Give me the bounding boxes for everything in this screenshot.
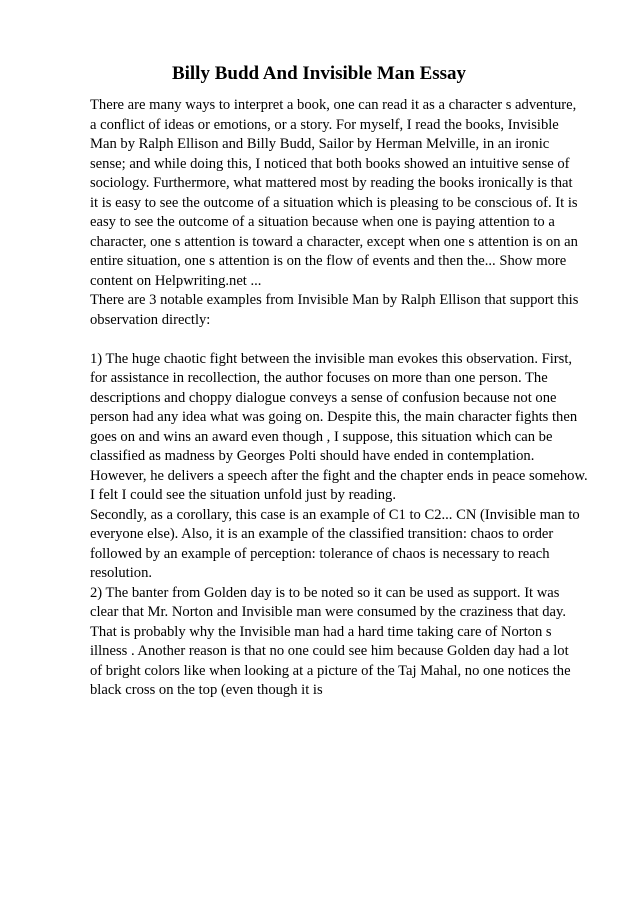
- text-line: classified as madness by Georges Polti should have ended in contemplation.: [90, 448, 535, 464]
- text-line: That is probably why the Invisible man had a hard time taking care of Norton s: [90, 623, 552, 640]
- text-line: content on Helpwriting.net ...: [90, 272, 262, 289]
- text-line: clear that Mr. Norton and Invisible man were consumed by the craziness that day.: [90, 604, 567, 620]
- text-line: entire situation, one s attention is on the flow of events and then the... Show more: [90, 253, 567, 269]
- text-line: for assistance in recollection, the author focuses on more than one person. The: [90, 370, 548, 386]
- text-line: sense; and while doing this, I noticed that both books showed an intuitive sense of: [90, 155, 570, 172]
- paragraph-gap: [90, 330, 590, 350]
- text-line: followed by an example of perception: tolerance of chaos is necessary to reach: [90, 545, 550, 562]
- text-line: illness . Another reason is that no one could see him because Golden day had a lot: [90, 643, 569, 659]
- text-line: easy to see the outcome of a situation because when one is paying attention to a: [90, 214, 555, 230]
- text-line: black cross on the top (even though it is: [90, 682, 323, 698]
- text-line: person had any idea what was going on. Despite this, the main character fights then: [90, 409, 578, 425]
- text-line: I felt I could see the situation unfold just by reading.: [90, 487, 396, 503]
- text-line: character, one s attention is toward a character, except when one s attention is on an: [90, 233, 578, 250]
- text-line: everyone else). Also, it is an example of the classified transition: chaos to order: [90, 526, 554, 542]
- text-line: Secondly, as a corollary, this case is an example of C1 to C2... CN (Invisible man to: [90, 506, 580, 523]
- text-line: There are 3 notable examples from Invisible Man by Ralph Ellison that support this: [90, 292, 579, 308]
- text-line: 1) The huge chaotic fight between the invisible man evokes this observation. First,: [90, 350, 573, 367]
- text-line: sociology. Furthermore, what mattered most by reading the books ironically is that: [90, 175, 573, 191]
- text-line: descriptions and choppy dialogue conveys a sense of confusion because not one: [90, 389, 557, 406]
- essay-body: [90, 96, 590, 701]
- text-line: Man by Ralph Ellison and Billy Budd, Sailor by Herman Melville, in an ironic: [90, 136, 550, 152]
- text-line: observation directly:: [90, 311, 211, 328]
- text-line: However, he delivers a speech after the fight and the chapter ends in peace somehow.: [90, 467, 588, 484]
- text-line: 2) The banter from Golden day is to be noted so it can be used as support. It was: [90, 584, 560, 601]
- text-line: a conflict of ideas or emotions, or a story. For myself, I read the books, Invisible: [90, 116, 559, 133]
- text-line: goes on and wins an award even though , I suppose, this situation which can be: [90, 428, 553, 445]
- text-line: resolution.: [90, 565, 153, 581]
- page-title: Billy Budd And Invisible Man Essay: [171, 63, 467, 84]
- text-line: There are many ways to interpret a book, one can read it as a character s adventure,: [90, 97, 577, 113]
- text-line: of bright colors like when looking at a picture of the Taj Mahal, no one notices the: [90, 662, 571, 679]
- text-line: it is easy to see the outcome of a situation which is pleasing to be conscious of. It is: [90, 194, 578, 211]
